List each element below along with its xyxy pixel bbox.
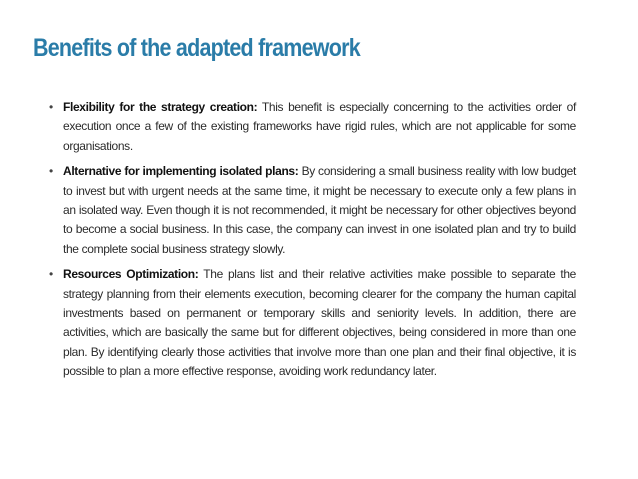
bullet-text: By considering a small business reality with low budget to invest but with urgent needs at the same time, it might be necessary to execute only a few plans in an isolated way. Even though it is not recommended, it might be necessary for other objectives beyond to become a social business. In this case, the company can invest in one isolated plan and try to build the complete social business strategy slowly. [63, 164, 576, 256]
bullet-text: This benefit is especially concerning to the activities order of execution once a few of the existing frameworks have rigid rules, which are not applicable for some organisations. [63, 100, 576, 153]
bullet-dot: • [49, 100, 53, 114]
bullet-isolated-plans [46, 162, 576, 259]
bullet-heading: Flexibility for the strategy creation: [63, 100, 258, 114]
slide-title: Benefits of the adapted framework [33, 34, 360, 62]
bullet-resources-optimization [46, 265, 576, 381]
bullet-flexibility [46, 98, 576, 156]
bullet-heading: Resources Optimization: [63, 267, 199, 282]
bullet-text: The plans list and their relative activities make possible to separate the strategy planning from their elements execution, becoming clearer for the company the human capital investments based on permanent or temporary skills and seniority levels. In addition, there are activities, which are basically the same but for different objectives, being considered in more than one plan. By identifying clearly those activities that involve more than one plan and their final objective, it is possible to plan a more effective response, avoiding work redundancy later. [63, 267, 576, 379]
bullet-dot: • [49, 267, 53, 282]
bullet-heading: Alternative for implementing isolated plans: [63, 164, 299, 179]
bullet-dot: • [49, 164, 53, 179]
bullet-list [46, 98, 576, 388]
